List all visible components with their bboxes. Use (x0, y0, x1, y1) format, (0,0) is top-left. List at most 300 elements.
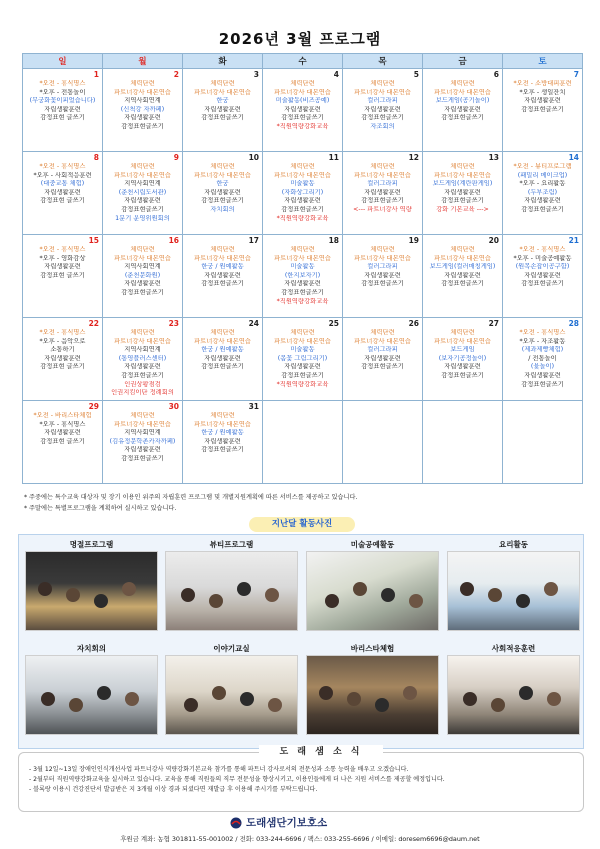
program-line: 인권상황점검 (124, 380, 161, 388)
program-line: 감정표현글쓰기 (361, 197, 404, 205)
program-line: 감정표현글쓰기 (201, 363, 244, 371)
program-line: 자립생활훈련 (124, 197, 161, 205)
day-number: 8 (93, 153, 99, 162)
program-line: (윷놀이) (530, 363, 555, 371)
program-line: (무궁화꽃이피었습니다) (29, 97, 96, 105)
day-program-list (183, 245, 262, 289)
photo-gallery (18, 534, 584, 749)
person-figure (519, 686, 533, 700)
person-figure (491, 698, 505, 712)
day-program-list (423, 79, 502, 123)
program-line: 파트너강사 대본연습 (434, 88, 491, 96)
program-line: 파트너강사 대본연습 (114, 420, 171, 428)
person-figure (381, 588, 395, 602)
program-line: 파트너강사 대본연습 (274, 88, 331, 96)
program-line: 체력단련 (450, 246, 475, 253)
person-figure (237, 582, 251, 596)
calendar-day-cell (423, 235, 503, 318)
program-line: 자립생활훈련 (524, 271, 561, 279)
program-line: 체력단련 (370, 329, 395, 336)
program-line: *오전 - 휴식명스 (39, 246, 86, 253)
day-program-list (343, 328, 422, 372)
person-figure (347, 692, 361, 706)
program-line: (춘천문화원) (124, 271, 161, 279)
program-line: 체력단련 (130, 163, 155, 170)
program-line: *직원역량강화교육 (276, 297, 329, 305)
program-line: *오후 - 자조활동 (519, 337, 566, 345)
weekday-sat: 토 (503, 54, 583, 69)
calendar-day-cell (263, 235, 343, 318)
day-program-list (503, 79, 582, 114)
program-line: 감정표현글쓰기 (201, 114, 244, 122)
photo-caption: 자치회의 (77, 644, 106, 653)
day-number: 19 (408, 236, 419, 245)
program-line: <--- 파트너강사 역량 (353, 205, 412, 213)
program-line: 체력단련 (130, 329, 155, 336)
person-figure (122, 582, 136, 596)
photo-caption: 이야기교실 (213, 644, 250, 653)
weekday-tue: 화 (183, 54, 263, 69)
calendar-day-cell (23, 318, 103, 401)
program-line: 자립생활훈련 (204, 105, 241, 113)
news-list (29, 765, 445, 796)
program-line: 감정표현글쓰기 (121, 122, 164, 130)
program-line: 자립생활훈련 (364, 271, 401, 279)
program-line: *오전 - 휴식명스 (39, 163, 86, 170)
person-figure (353, 582, 367, 596)
day-number: 18 (328, 236, 339, 245)
day-program-list (103, 411, 182, 464)
weekday-fri: 금 (423, 54, 503, 69)
program-line: 체력단련 (450, 163, 475, 170)
calendar-day-cell (503, 152, 583, 235)
day-program-list (103, 328, 182, 398)
calendar-day-cell (103, 152, 183, 235)
day-number: 13 (488, 153, 499, 162)
program-line: (봄꽃 그림그리기) (277, 354, 328, 362)
day-number: 23 (168, 319, 179, 328)
program-line: *오후 - 사회적응훈련 (33, 171, 92, 179)
program-line: 자립생활훈련 (44, 105, 81, 113)
program-line: 자립생활훈련 (124, 363, 161, 371)
person-figure (547, 692, 561, 706)
program-line: 파트너강사 대본연습 (194, 420, 251, 428)
news-box (18, 747, 584, 812)
person-figure (66, 588, 80, 602)
person-figure (375, 698, 389, 712)
day-number: 31 (248, 402, 259, 411)
program-line: 강화 기본교육 ---> (436, 205, 489, 213)
day-number: 6 (493, 70, 499, 79)
program-line: 체력단련 (370, 163, 395, 170)
program-line: *오전 - 소방대피훈련 (513, 80, 572, 87)
day-number: 3 (253, 70, 259, 79)
news-item: - 블록랑 이용시 건강진단서 발급받은 지 3개월 이상 경과 되셨다면 재발급 후 이용해 주시기를 부탁드립니다. (29, 786, 318, 794)
weekday-sun: 일 (23, 54, 103, 69)
program-line: 자립생활훈련 (44, 354, 81, 362)
calendar-day-cell (103, 69, 183, 152)
program-line: 파트너강사 대본연습 (354, 254, 411, 262)
program-line: 지역사회연계 (124, 180, 161, 188)
weekday-mon: 월 (103, 54, 183, 69)
program-line: / 전통놀이 (528, 354, 557, 362)
program-line: 파트너강사 대본연습 (274, 171, 331, 179)
gallery-photo (447, 539, 580, 631)
day-program-list (183, 328, 262, 372)
day-program-list (343, 79, 422, 132)
program-line: 파트너강사 대본연습 (274, 337, 331, 345)
news-title: 도 래 샘 소 식 (259, 745, 383, 760)
program-line: *오후 - 요리활동 (519, 180, 566, 188)
program-line: *오후 - 휴식명스 (39, 420, 86, 428)
program-line: 체력단련 (290, 80, 315, 87)
weekday-wed: 수 (263, 54, 343, 69)
person-figure (240, 692, 254, 706)
day-number: 12 (408, 153, 419, 162)
program-line: 감정표현 글쓰기 (40, 114, 85, 122)
calendar-day-cell (423, 69, 503, 152)
news-item: - 2월부터 직원역량강화교육을 실시하고 있습니다. 교육을 통해 직원들의 직무 전문성을 향상시키고, 이용인들에게 더 나은 지원 서비스를 제공할 예정입니다. (29, 776, 445, 784)
day-program-list (23, 411, 102, 446)
program-line: (두부조림) (527, 188, 558, 196)
program-line: *오후 - 생일잔치 (519, 88, 566, 96)
day-number: 5 (413, 70, 419, 79)
day-number: 17 (248, 236, 259, 245)
person-figure (97, 686, 111, 700)
activity-photo (25, 655, 158, 735)
gallery-photo (306, 539, 439, 631)
calendar-day-cell (263, 152, 343, 235)
calendar-day-cell (183, 235, 263, 318)
program-line: 감정표현 글쓰기 (40, 197, 85, 205)
person-figure (181, 588, 195, 602)
calendar-empty-cell (423, 401, 503, 484)
note-weekend: * 주말에는 특별프로그램을 계획하여 실시하고 있습니다. (24, 505, 177, 512)
day-number: 7 (573, 70, 579, 79)
program-line: 감정표현글쓰기 (201, 446, 244, 454)
program-line: 자립생활훈련 (204, 271, 241, 279)
day-number: 27 (488, 319, 499, 328)
program-line: 파트너강사 대본연습 (114, 88, 171, 96)
calendar-body (23, 69, 583, 484)
program-line: 감정표현글쓰기 (281, 371, 324, 379)
program-line: 한궁 / 원예활동 (201, 263, 244, 271)
program-line: 감정표현글쓰기 (121, 371, 164, 379)
photo-caption: 요리활동 (499, 540, 528, 549)
day-number: 14 (568, 153, 579, 162)
day-number: 24 (248, 319, 259, 328)
day-number: 10 (248, 153, 259, 162)
day-number: 26 (408, 319, 419, 328)
program-line: (자화상그리기) (281, 188, 324, 196)
day-number: 28 (568, 319, 579, 328)
program-line: 체력단련 (210, 80, 235, 87)
gallery-photo (25, 643, 158, 735)
calendar-day-cell (343, 152, 423, 235)
day-number: 2 (173, 70, 179, 79)
program-line: 파트너강사 대본연습 (114, 254, 171, 262)
program-line: (신척강 자까페) (120, 105, 165, 113)
program-line: 감정표현 글쓰기 (40, 271, 85, 279)
person-figure (463, 692, 477, 706)
program-line: 한궁 (216, 97, 229, 105)
person-figure (41, 692, 55, 706)
calendar-empty-cell (343, 401, 423, 484)
program-line: 체력단련 (370, 246, 395, 253)
program-line: (춘천시립도서관) (118, 188, 167, 196)
calendar-empty-cell (503, 401, 583, 484)
calendar-day-cell (103, 318, 183, 401)
program-line: 체력단련 (210, 246, 235, 253)
calendar-week-row (23, 69, 583, 152)
program-line: 체력단련 (450, 80, 475, 87)
day-program-list (263, 79, 342, 132)
program-line: 보드게임(계란판게임) (432, 180, 493, 188)
program-line: 감정표현글쓰기 (201, 280, 244, 288)
calendar-day-cell (23, 235, 103, 318)
calendar-day-cell (263, 318, 343, 401)
program-line: 감정표현글쓰기 (361, 280, 404, 288)
calendar-day-cell (183, 152, 263, 235)
person-figure (268, 698, 282, 712)
program-line: 감정표현글쓰기 (441, 371, 484, 379)
program-line: 자립생활훈련 (204, 354, 241, 362)
program-line: 보드게임 (450, 346, 475, 354)
program-line: 1분기 운영위원회의 (115, 214, 170, 222)
program-line: 자립생활훈련 (284, 280, 321, 288)
program-line: 파트너강사 대본연습 (354, 337, 411, 345)
day-program-list (263, 245, 342, 306)
day-program-list (103, 162, 182, 223)
photo-caption: 미술공예활동 (350, 540, 395, 549)
weekday-header-row (23, 54, 583, 69)
program-line: 파트너강사 대본연습 (194, 171, 251, 179)
person-figure (69, 698, 83, 712)
program-line: 파트너강사 대본연습 (434, 171, 491, 179)
program-line: 자립생활훈련 (444, 105, 481, 113)
program-line: 감정표현 글쓰기 (40, 363, 85, 371)
program-line: *직원역량강화교육 (276, 122, 329, 130)
program-line: 체력단련 (290, 163, 315, 170)
program-line: 자립생활훈련 (524, 371, 561, 379)
day-program-list (503, 162, 582, 215)
program-line: 파트너강사 대본연습 (354, 171, 411, 179)
day-program-list (343, 162, 422, 215)
calendar-day-cell (183, 318, 263, 401)
program-line: 자치회의 (210, 205, 235, 213)
program-line: *오후 - 전통놀이 (39, 88, 86, 96)
program-line: *오전 - 바리스타체험 (33, 412, 92, 419)
footer-info: 후원금 계좌: 농협 301811-55-001002 / 전화: 033-244-6696 / 팩스: 033-255-6696 / 이메일: doresem6696@daum.net (120, 835, 480, 843)
day-number: 25 (328, 319, 339, 328)
day-number: 11 (328, 153, 339, 162)
day-program-list (23, 162, 102, 206)
program-line: 자립생활훈련 (284, 197, 321, 205)
calendar-day-cell (503, 318, 583, 401)
program-line: *직원역량강화교육 (276, 380, 329, 388)
program-line: 자조회의 (370, 122, 395, 130)
day-program-list (263, 328, 342, 389)
program-line: 파트너강사 대본연습 (194, 254, 251, 262)
program-line: 감정표현글쓰기 (361, 114, 404, 122)
program-line: 체력단련 (450, 329, 475, 336)
program-line: 체력단련 (130, 412, 155, 419)
program-line: 체력단련 (210, 329, 235, 336)
calendar-day-cell (23, 69, 103, 152)
program-line: 자립생활훈련 (204, 437, 241, 445)
program-line: 파트너강사 대본연습 (194, 337, 251, 345)
program-line: 감정표현글쓰기 (121, 288, 164, 296)
program-line: 감정표현글쓰기 (121, 454, 164, 462)
program-line: 자립생활훈련 (444, 188, 481, 196)
day-program-list (183, 162, 262, 215)
program-line: 미술활동 (290, 346, 315, 354)
program-line: 자립생활훈련 (524, 197, 561, 205)
program-line: 감정표현 글쓰기 (40, 437, 85, 445)
activity-photo (165, 551, 298, 631)
program-line: 자립생활훈련 (44, 263, 81, 271)
calendar-day-cell (263, 69, 343, 152)
day-number: 20 (488, 236, 499, 245)
calendar-day-cell (503, 235, 583, 318)
program-line: (패밀리 메이크업) (517, 171, 568, 179)
program-line: *오후 - 미술공예활동 (513, 254, 572, 262)
program-line: 자립생활훈련 (444, 271, 481, 279)
day-number: 15 (88, 236, 99, 245)
activity-photo (165, 655, 298, 735)
program-line: 파트너강사 대본연습 (194, 88, 251, 96)
program-line: (김유정문학촌카자까페) (109, 437, 176, 445)
activity-photo (447, 551, 580, 631)
program-line: 자립생활훈련 (284, 105, 321, 113)
program-line: *오전 - 뷰티프로그램 (513, 163, 572, 170)
day-program-list (103, 245, 182, 298)
program-line: (대중교통 체험) (40, 180, 85, 188)
day-program-list (423, 245, 502, 289)
person-figure (488, 588, 502, 602)
program-line: 자립생활훈련 (44, 429, 81, 437)
program-line: 한궁 / 원예활동 (201, 346, 244, 354)
activity-photo (306, 655, 439, 735)
logo-icon (230, 817, 242, 829)
program-line: (보자기공정놀이) (438, 354, 487, 362)
person-figure (544, 582, 558, 596)
program-line: 지역사회연계 (124, 263, 161, 271)
day-number: 30 (168, 402, 179, 411)
calendar-day-cell (343, 235, 423, 318)
program-line: 자립생활훈련 (124, 114, 161, 122)
program-line: 감정표현글쓰기 (121, 205, 164, 213)
program-line: 자립생활훈련 (124, 446, 161, 454)
program-line: 체력단련 (210, 163, 235, 170)
calendar-empty-cell (263, 401, 343, 484)
calendar-day-cell (103, 401, 183, 484)
program-line: *오후 - 영화감상 (39, 254, 86, 262)
program-line: 자립생활훈련 (524, 97, 561, 105)
org-name: 도래샘단기보호소 (246, 817, 328, 829)
program-line: 체력단련 (130, 246, 155, 253)
day-program-list (23, 328, 102, 372)
gallery-photo (25, 539, 158, 631)
program-line: 감정표현글쓰기 (281, 205, 324, 213)
program-line: 파트너강사 대본연습 (114, 337, 171, 345)
program-line: 감정표현글쓰기 (521, 280, 564, 288)
calendar-day-cell (343, 69, 423, 152)
program-line: 파트너강사 대본연습 (434, 337, 491, 345)
calendar-day-cell (423, 152, 503, 235)
program-line: 한궁 (216, 180, 229, 188)
program-line: 미술활동 (290, 263, 315, 271)
person-figure (125, 692, 139, 706)
person-figure (212, 686, 226, 700)
program-line: 파트너강사 대본연습 (354, 88, 411, 96)
program-line: 파트너강사 대본연습 (114, 171, 171, 179)
program-line: 보드게임(공기놀이) (435, 97, 490, 105)
activity-photo (447, 655, 580, 735)
program-line: 컬러그라피 (367, 97, 398, 105)
day-number: 4 (333, 70, 339, 79)
day-program-list (183, 79, 262, 123)
day-program-list (423, 162, 502, 215)
calendar-week-row (23, 152, 583, 235)
day-program-list (103, 79, 182, 132)
program-line: *오전 - 휴식명스 (39, 80, 86, 87)
gallery-photo (306, 643, 439, 735)
program-line: (한지보자기) (284, 271, 321, 279)
calendar-day-cell (23, 401, 103, 484)
program-line: 소통하기 (50, 346, 75, 354)
person-figure (409, 594, 423, 608)
calendar-day-cell (183, 69, 263, 152)
photo-caption: 바리스타체험 (350, 644, 395, 653)
person-figure (184, 698, 198, 712)
program-line: 지역사회연계 (124, 429, 161, 437)
program-line: *오전 - 휴식명스 (519, 246, 566, 253)
program-line: (제과제빵체험) (521, 346, 564, 354)
program-line: 파트너강사 대본연습 (434, 254, 491, 262)
program-line: *오전 - 휴식명스 (519, 329, 566, 336)
photo-caption: 사회적응훈련 (491, 644, 536, 653)
person-figure (94, 594, 108, 608)
program-line: 자립생활훈련 (364, 188, 401, 196)
person-figure (403, 686, 417, 700)
calendar-day-cell (183, 401, 263, 484)
day-number: 29 (88, 402, 99, 411)
calendar-day-cell (23, 152, 103, 235)
program-line: *오후 - 음악으로 (39, 337, 86, 345)
person-figure (516, 594, 530, 608)
program-line: 감정표현글쓰기 (441, 280, 484, 288)
gallery-photo (165, 643, 298, 735)
program-line: (통영플러스센터) (118, 354, 167, 362)
program-line: 지역사회연계 (124, 97, 161, 105)
day-program-list (423, 328, 502, 381)
program-line: 한궁 / 원예활동 (201, 429, 244, 437)
day-number: 22 (88, 319, 99, 328)
program-line: 체력단련 (210, 412, 235, 419)
calendar-day-cell (103, 235, 183, 318)
program-line: 감정표현글쓰기 (201, 197, 244, 205)
program-line: 자립생활훈련 (364, 354, 401, 362)
activity-photo (25, 551, 158, 631)
person-figure (265, 588, 279, 602)
program-line: 감정표현글쓰기 (521, 380, 564, 388)
day-program-list (503, 245, 582, 289)
program-line: 체력단련 (370, 80, 395, 87)
program-line: 컬러그라피 (367, 180, 398, 188)
person-figure (38, 582, 52, 596)
day-program-list (183, 411, 262, 455)
